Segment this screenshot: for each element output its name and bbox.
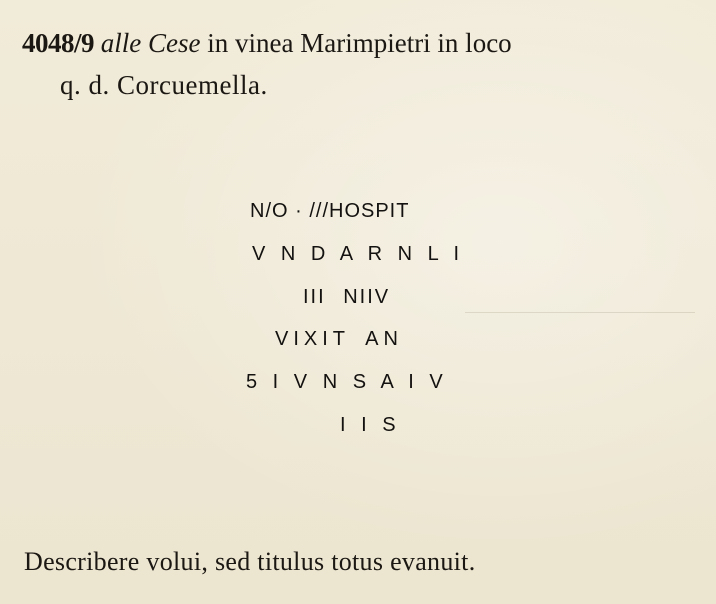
entry-number: 4048/9	[22, 28, 95, 58]
inscription-line-1: N/O · ///HOSPIT	[250, 200, 410, 222]
entry-place: alle Cese	[100, 28, 201, 58]
entry-location: in vinea Marimpietri in loco	[207, 28, 512, 58]
entry-line-1	[22, 22, 702, 64]
bleed-through-rule	[465, 312, 695, 313]
editor-note: Describere volui, sed titulus totus evanuit.	[24, 547, 476, 576]
inscription-line-4: VIXIT AN	[275, 328, 403, 350]
inscription-line-6: I I S	[340, 414, 401, 436]
entry-header	[22, 22, 702, 106]
inscription-line-3: III NIIV	[303, 286, 391, 308]
entry-line-2: q. d. Corcuemella.	[60, 70, 268, 100]
inscription-line-5: 5 I V N S A I V	[246, 371, 448, 393]
inscription-line-2: V N D A R N L I	[252, 243, 465, 265]
